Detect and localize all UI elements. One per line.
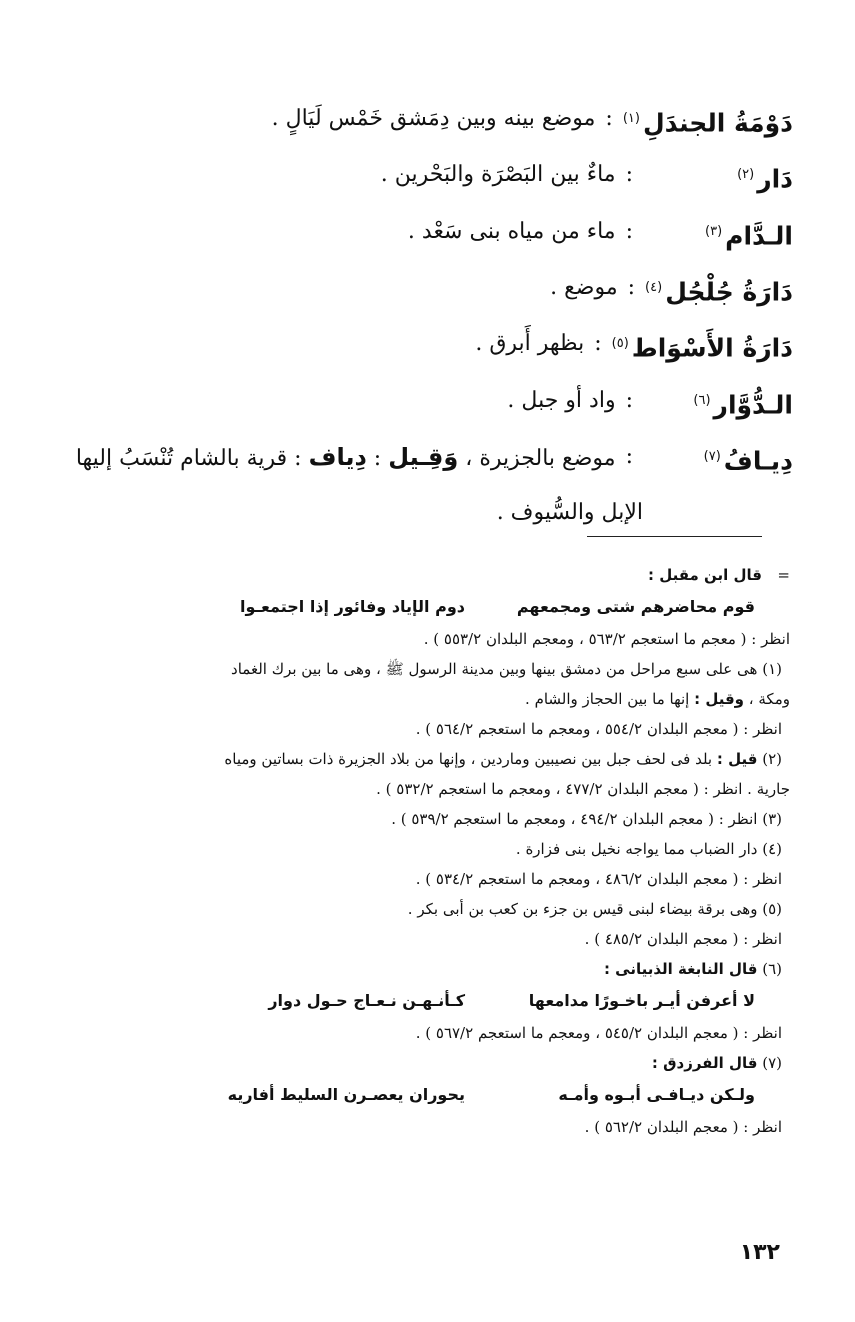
footnote-1: (١) هى على سبع مراحل من دمشق بينها وبين مدينة الرسول ﷺ ، وهى ما بين برك الغماد — [231, 660, 782, 678]
entry-term: الـدَّام$^{(٣)}$ — [705, 220, 793, 250]
entry-darat-al-aswat — [60, 318, 793, 374]
entry-definition: موضع بالجزيرة ، وَقِـيل : دِياف : قرية بالشام تُنْسَبُ إليها — [75, 442, 616, 471]
footnote-ref: (٤) — [645, 279, 663, 295]
footnote-3: (٣) انظر : ( معجم البلدان ٤٩٤/٢ ، ومعجم ما استعجم ٥٣٩/٢ ) . — [391, 810, 782, 828]
entry-term: دَوْمَةُ الجندَلِ$^{(١)}$ — [622, 108, 793, 138]
entry-diyaf — [60, 431, 793, 487]
footnote-6-ref: انظر : ( معجم البلدان ٥٤٥/٢ ، ومعجم ما استعجم ٥٦٧/٢ ) . — [415, 1024, 782, 1042]
footnote-ref: (٥) — [611, 336, 629, 352]
footnote-5-ref: انظر : ( معجم البلدان ٤٨٥/٢ ) . — [584, 930, 782, 948]
entry-definition: ماءٌ بين البَصْرَة والبَحْرين . — [380, 162, 616, 188]
entry-dawmat-al-jandal — [60, 93, 793, 149]
entry-term: الـدُّوَّار$^{(٦)}$ — [693, 389, 793, 419]
footnote-ref: (٧) — [703, 448, 721, 464]
entry-definition: موضع بينه وبين دِمَشق خَمْس لَيَالٍ . — [271, 106, 596, 131]
qil-word: وَقِـيل — [388, 442, 459, 471]
entry-term: دَارَةُ الأَسْوَاط$^{(٥)}$ — [611, 333, 793, 363]
footnote-ref: (٣) — [705, 223, 723, 239]
footnote-ref: (١) — [622, 111, 640, 126]
entry-colon: : — [605, 106, 613, 131]
footnote-7-ref: انظر : ( معجم البلدان ٥٦٢/٢ ) . — [584, 1118, 782, 1136]
footnote-7: (٧) قال الفرزدق : — [651, 1054, 782, 1072]
entry-definition: واد أو جبل . — [507, 387, 616, 413]
footnote-ref: (٢) — [737, 167, 755, 183]
entry-darat-juljul — [60, 262, 793, 318]
alt-term: دِياف — [308, 442, 367, 471]
entry-definition: موضع . — [550, 274, 618, 300]
footnote-ref: (٦) — [693, 392, 711, 408]
entry-colon: : — [594, 331, 602, 357]
footnote-6-verse: لا أعرفن أيـر باخـورًا مدامعها كـأنـهـن نـعـاج حـول دوار — [268, 991, 755, 1010]
footnotes — [70, 560, 790, 1142]
footnote-5: (٥) وهى برقة بيضاء لبنى قيس بن جزء بن كعب بن أبى بكر . — [407, 900, 782, 918]
entry-term: دَار$^{(٢)}$ — [737, 164, 793, 194]
equals-mark: = — [777, 566, 790, 584]
entry-colon: : — [625, 387, 633, 413]
footnote-2-cont: جارية . انظر : ( معجم البلدان ٤٧٧/٢ ، ومعجم ما استعجم ٥٣٢/٢ ) . — [376, 780, 790, 798]
entry-term: دَارَةُ جُلْجُل$^{(٤)}$ — [645, 277, 793, 307]
footnote-1-cont: ومكة ، وقيل : إنها ما بين الحجاز والشام . — [525, 690, 790, 708]
footnote-0-ref: انظر : ( معجم ما استعجم ٥٦٣/٢ ، ومعجم البلدان ٥٥٣/٢ ) . — [423, 630, 790, 648]
entry-dar — [60, 149, 793, 205]
footnote-7-verse: ولـكن ديـافـى أبـوه وأمـه يحوران يعصـرن السليط أفاريه — [227, 1085, 755, 1104]
entry-colon: : — [625, 162, 633, 188]
footnote-0-verse: قوم محاضرهم شتى ومجمعهم دوم الإياد وفائور إذا اجتمعـوا — [239, 597, 755, 616]
footnote-divider — [587, 536, 762, 537]
entry-definition: ماء من مياه بنى سَعْد . — [407, 218, 616, 244]
entry-term: دِيـافُ$^{(٧)}$ — [703, 446, 793, 476]
footnote-1-ref: انظر : ( معجم البلدان ٥٥٤/٢ ، ومعجم ما استعجم ٥٦٤/٢ ) . — [415, 720, 782, 738]
footnote-6: (٦) قال النابغة الذبيانى : — [603, 960, 782, 978]
entry-al-duwwar — [60, 375, 793, 431]
entry-definition: بظهر أَبرق . — [475, 331, 585, 357]
dictionary-entries — [60, 93, 793, 539]
entry-colon: : — [627, 274, 636, 300]
footnote-4: (٤) دار الضباب مما يواجه نخيل بنى فزارة . — [515, 840, 782, 858]
footnote-2: (٢) قيل : بلد فى لحف جبل بين نصيبين وماردين ، وإنها من بلاد الجزيرة ذات بساتين ومياه — [224, 750, 782, 768]
footnote-4-ref: انظر : ( معجم البلدان ٤٨٦/٢ ، ومعجم ما استعجم ٥٣٤/٢ ) . — [415, 870, 782, 888]
entry-diyaf-continuation: الإبل والسُّيوف . — [496, 500, 643, 526]
entry-colon: : — [625, 218, 633, 244]
page-number: ١٣٢ — [739, 1240, 780, 1265]
entry-al-dam — [60, 206, 793, 262]
entry-colon: : — [625, 443, 633, 469]
footnote-0-intro: =قال ابن مقبل : — [70, 560, 790, 590]
